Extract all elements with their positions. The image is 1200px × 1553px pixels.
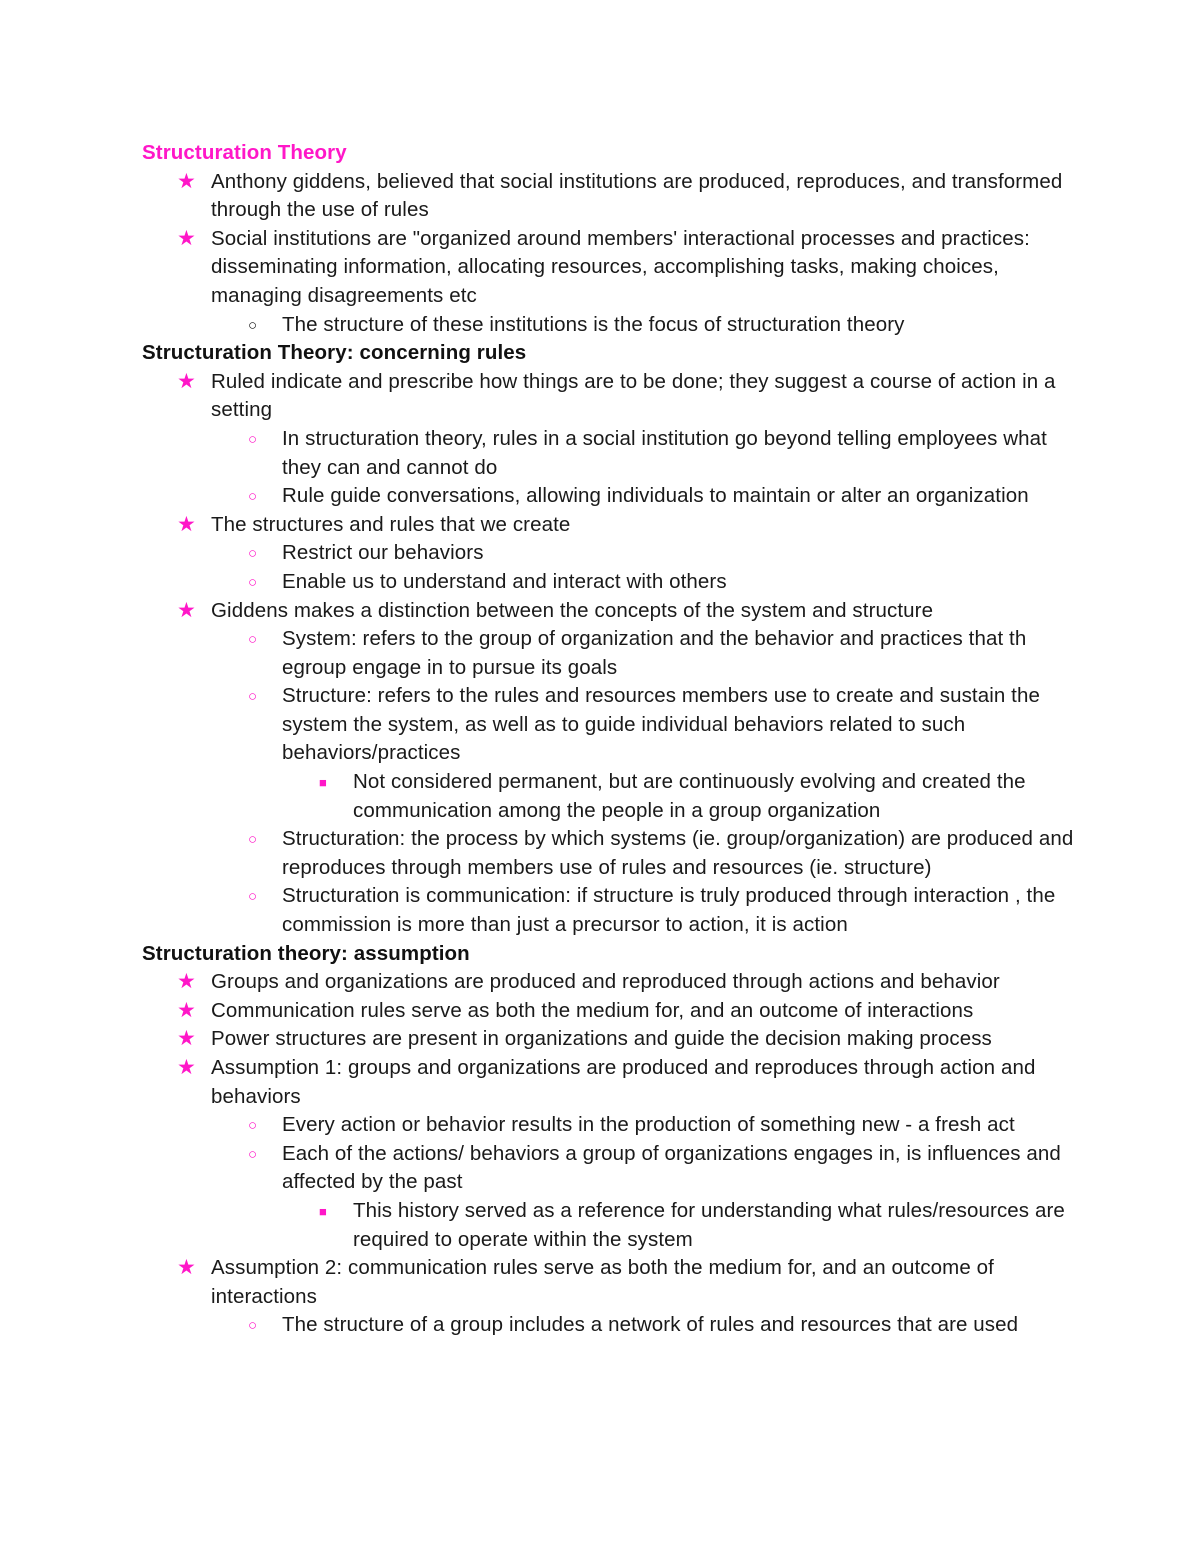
list-item: [142, 368, 1082, 425]
list-item-text: Each of the actions/ behaviors a group of organizations engages in, is influences and affected by the past: [282, 1141, 1061, 1194]
circle-icon: ○: [248, 631, 258, 649]
circle-icon: ○: [248, 688, 258, 706]
list-item: [142, 1197, 1082, 1254]
list-item-text: Assumption 2: communication rules serve as both the medium for, and an outcome of interactions: [211, 1256, 994, 1308]
list-item-text: Restrict our behaviors: [282, 541, 484, 565]
list-item-text: The structure of these institutions is the focus of structuration theory: [282, 312, 905, 336]
list-item: [142, 1140, 1082, 1197]
circle-icon: ○: [248, 1145, 258, 1163]
list-item: [142, 597, 1082, 626]
circle-icon: ○: [248, 573, 258, 591]
list-item-text: This history served as a reference for understanding what rules/resources are required to operate within the system: [353, 1198, 1065, 1251]
list-item: [142, 1111, 1082, 1140]
star-icon: ★: [177, 1027, 196, 1051]
list-item-text: Enable us to understand and interact with others: [282, 569, 727, 593]
list-item-text: System: refers to the group of organization and the behavior and practices that th egroup engage in to pursue its goals: [282, 627, 1027, 679]
list-item-text: Giddens makes a distinction between the concepts of the system and structure: [211, 598, 934, 622]
list-item-text: The structures and rules that we create: [211, 512, 571, 536]
list-item: [142, 1054, 1082, 1111]
list-item: [142, 482, 1082, 511]
circle-icon: ○: [248, 488, 258, 506]
section-heading: Structuration theory: assumption: [142, 941, 470, 965]
list-item-text: Power structures are present in organizations and guide the decision making process: [211, 1027, 992, 1051]
star-icon: ★: [177, 598, 196, 622]
list-item: [142, 997, 1082, 1026]
list-item: [142, 1254, 1082, 1311]
circle-icon: ○: [248, 831, 258, 849]
list-item-text: Groups and organizations are produced and reproduced through actions and behavior: [211, 970, 1000, 994]
list-item-text: Structuration is communication: if structure is truly produced through interaction , the commission is more than just a precursor to action, it is action: [282, 884, 1056, 937]
document-content: [142, 139, 1082, 1340]
circle-icon: ○: [248, 316, 258, 334]
list-item-text: Rule guide conversations, allowing individuals to maintain or alter an organization: [282, 484, 1029, 508]
star-icon: ★: [177, 1256, 196, 1280]
list-item-text: Structure: refers to the rules and resources members use to create and sustain the system the system, as well as to guide individual behaviors related to such behaviors/practices: [282, 684, 1040, 765]
list-item-text: Assumption 1: groups and organizations are produced and reproduces through action and behaviors: [211, 1056, 1036, 1108]
star-icon: ★: [177, 512, 196, 536]
star-icon: ★: [177, 369, 196, 393]
list-item: [142, 882, 1082, 939]
list-item-text: In structuration theory, rules in a social institution go beyond telling employees what they can and cannot do: [282, 426, 1047, 479]
list-item: [142, 311, 1082, 340]
list-item-text: Every action or behavior results in the production of something new - a fresh act: [282, 1113, 1015, 1137]
list-item: [142, 1025, 1082, 1054]
star-icon: ★: [177, 169, 196, 193]
star-icon: ★: [177, 226, 196, 250]
list-item: [142, 1311, 1082, 1340]
list-item: [142, 511, 1082, 540]
list-item-text: Communication rules serve as both the medium for, and an outcome of interactions: [211, 998, 974, 1022]
list-item-text: Not considered permanent, but are continuously evolving and created the communication among the people in a group organization: [353, 770, 1026, 822]
list-item-text: The structure of a group includes a network of rules and resources that are used: [282, 1313, 1019, 1337]
circle-icon: ○: [248, 1317, 258, 1335]
list-item: [142, 168, 1082, 225]
circle-icon: ○: [248, 430, 258, 448]
list-item: [142, 768, 1082, 825]
star-icon: ★: [177, 1056, 196, 1079]
list-item: [142, 682, 1082, 768]
list-item-text: Social institutions are "organized around members' interactional processes and practices: disseminating information, allocating resources, accomplishing tasks, making choices, managing disagreements etc: [211, 226, 1030, 307]
list-item-text: Ruled indicate and prescribe how things are to be done; they suggest a course of action in a setting: [211, 369, 1056, 422]
list-item-text: Anthony giddens, believed that social institutions are produced, reproduces, and transformed through the use of rules: [211, 169, 1063, 222]
circle-icon: ○: [248, 888, 258, 906]
square-icon: ■: [319, 775, 327, 791]
list-item: [142, 968, 1082, 997]
circle-icon: ○: [248, 545, 258, 563]
square-icon: ■: [319, 1203, 327, 1219]
list-item-text: Structuration: the process by which systems (ie. group/organization) are produced and reproduces through members use of rules and resources (ie. structure): [282, 827, 1074, 879]
star-icon: ★: [177, 998, 196, 1022]
section-heading: Structuration Theory: concerning rules: [142, 341, 527, 365]
list-item: [142, 425, 1082, 482]
circle-icon: ○: [248, 1117, 258, 1135]
list-item: [142, 225, 1082, 311]
list-item: [142, 825, 1082, 882]
list-item: [142, 625, 1082, 682]
list-item: [142, 568, 1082, 597]
section-heading: Structuration Theory: [142, 141, 347, 164]
star-icon: ★: [177, 970, 196, 994]
list-item: [142, 539, 1082, 568]
